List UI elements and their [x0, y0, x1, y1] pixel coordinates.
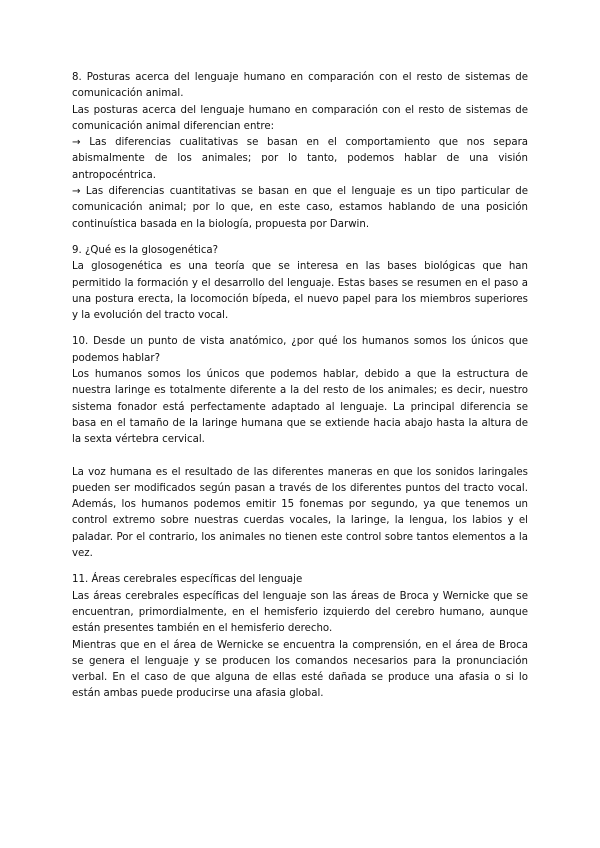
- section-11-paragraph-2: Mientras que en el área de Wernicke se encuentra la comprensión, en el área de Broca se genera el lenguaje y se producen los comandos necesarios para la pronunciación verbal. En el caso de que alguna de ellas esté dañada se produce una afasia o si lo están ambas puede producirse una afasia global.: [72, 639, 528, 700]
- section-10-paragraph-2: La voz humana es el resultado de las diferentes maneras en que los sonidos laringales pueden ser modificados según pasan a través de los diferentes puntos del tracto vocal. Además, los humanos podemos emitir 15 fonemas por segundo, ya que tenemos un control extremo sobre nuestras cuerdas vocales, la laringe, la lengua, los labios y el paladar. Por el contrario, los animales no tienen este control sobre tantos elementos a la vez.: [72, 466, 528, 560]
- section-11-heading: 11. Áreas cerebrales específicas del lenguaje: [72, 574, 303, 586]
- section-11-paragraph-1: Las áreas cerebrales específicas del lenguaje son las áreas de Broca y Wernicke que se encuentran, primordialmente, en el hemisferio izquierdo del cerebro humano, aunque están presentes también en el hemisferio derecho.: [72, 590, 528, 635]
- section-9-heading: 9. ¿Qué es la glosogenética?: [72, 244, 219, 256]
- section-8-paragraph-2: → Las diferencias cualitativas se basan en el comportamiento que nos separa abismalmente de los animales; por lo tanto, podemos hablar de una visión antropocéntrica.: [72, 137, 528, 181]
- section-8: [72, 70, 528, 233]
- section-9-paragraph-1: La glosogenética es una teoría que se interesa en las bases biológicas que han permitido la formación y el desarrollo del lenguaje. Estas bases se resumen en el paso a una postura erecta, la locomoción bípeda, el nuevo papel para los miembros superiores y la evolución del tracto vocal.: [72, 261, 528, 322]
- section-10-heading: 10. Desde un punto de vista anatómico, ¿por qué los humanos somos los únicos que podemos hablar?: [72, 336, 528, 364]
- section-8-paragraph-1: Las posturas acerca del lenguaje humano en comparación con el resto de sistemas de comunicación animal diferencian entre:: [72, 104, 528, 132]
- section-8-heading: 8. Posturas acerca del lenguaje humano en comparación con el resto de sistemas de comunicación animal.: [72, 72, 528, 100]
- section-9: [72, 243, 528, 324]
- section-10: [72, 334, 528, 562]
- document-page: [72, 70, 528, 703]
- section-8-paragraph-3: → Las diferencias cuantitativas se basan en que el lenguaje es un tipo particular de comunicación animal; por lo que, en este caso, estamos hablando de una posición continuística basada en la biología, propuesta por Darwin.: [72, 186, 528, 230]
- section-11: [72, 572, 528, 702]
- section-10-paragraph-1: Los humanos somos los únicos que podemos hablar, debido a que la estructura de nuestra laringe es totalmente diferente a la del resto de los animales; es decir, nuestro sistema fonador está perfectamente adaptado al lenguaje. La principal diferencia se basa en el tamaño de la laringe humana que se extiende hacia abajo hasta la altura de la sexta vértebra cervical.: [72, 369, 528, 446]
